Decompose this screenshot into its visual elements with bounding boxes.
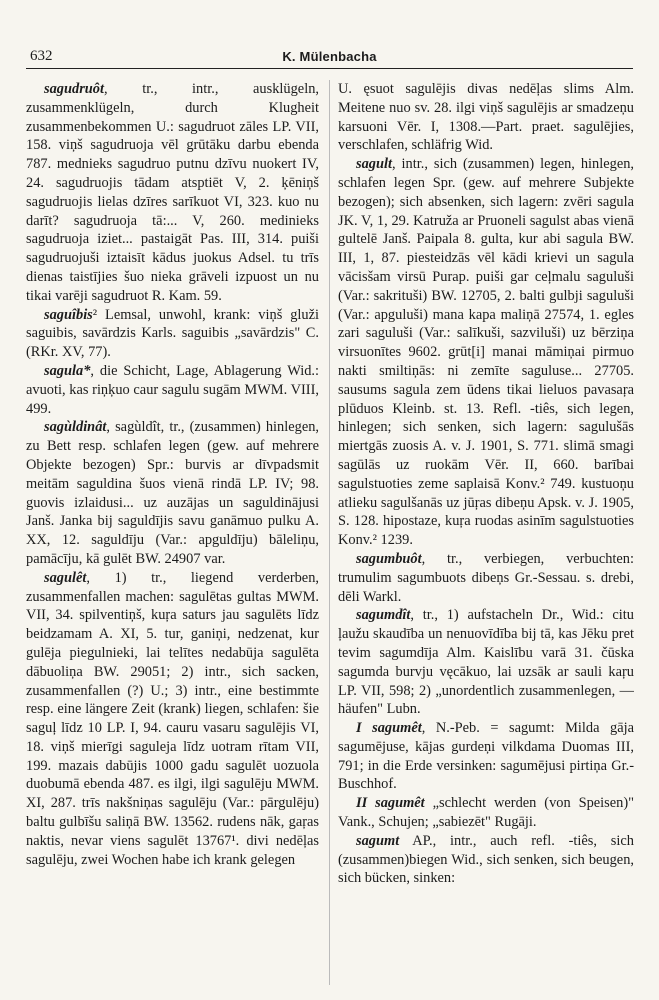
- dictionary-entry: [338, 719, 634, 794]
- entry-headword: sagumt: [356, 832, 400, 849]
- dictionary-entry: U. ęsuot sagulējis divas nedēļas slims Alm. Meitene nuo sv. 28. ilgi viņš sagulējis ar smadzeņu karsuoni Vēr. I, 1308.—Part. praet. sagulējies, verschlafen, schläfrig Wid.: [338, 81, 634, 154]
- entry-headword: I sagumêt: [356, 720, 422, 737]
- dictionary-entry: [338, 794, 634, 832]
- entry-headword: saguîbis: [44, 306, 93, 323]
- entry-body: , sagùldît, tr., (zusammen) hinlegen, zu Bett resp. schlafen legen (gew. auf mehrere Objekte bezogen) Spr.: burvis ar dīvpadsmit meitām saguldina šuos vienā rindā LP. IV; 98. guovis izlaidusi... uz auzājas un saguldinājusi Janš. Janka bij saguldījis savu ganāmuo pulku A. XX, 12. saguldīju (Var.: apguldīju) bāleliņu, pamācīju, kā gulēt BW. 24907 var.: [26, 419, 319, 567]
- entry-body: , die Schicht, Lage, Ablagerung Wid.: avuoti, kas riņķuo caur sagulu sugām MWM. VIII, 499.: [26, 362, 319, 417]
- entry-headword: II sagumêt: [356, 795, 425, 812]
- column-divider: [329, 80, 330, 985]
- entry-body: , intr., sich (zusammen) legen, hinlegen, schlafen legen Spr. (gew. auf mehrere Subjekte bezogen); sich absenken, sich lagern: zvēri sagula JK. V, 1, 29. Katruža ar Pruoneli sagulst abas vienā gultelē Janš. Paipala 8. gulta, kur abi sagula BW. III, 1, 87. piesteidzās vēl kādi krievi un sagula vācisšam virsū Purap. puiši gar ceļmalu saguluši (Var.: sakrituši) BW. 12705, 2. balti gulbji saguluši (Var.: apguluši) mana kapa maliņā 27574, 1. egles zari saguluši (Var.: salīkuši, sazviluši) uz bērziņa virsuonītes 9602. grūt[i] manai māmiņai pirmuo nakti smiltiņās: ni zemīte saguluse... 27705. sausums sagula zem ūdens tikai lieluos pavasaŗa plūduos Kleinb. st. 13. Refl. -tiês, sich legen, hinlegen; sich senken, sich lagern: sagulušās miertgās zuosis A. v. J. 1901, S. 771. slimā smagi sagūlās uz ruokām Vēr. II, 660. barībai sagulstuoties zeme saplaisā Konv.² 749. kustuoņu atlieku sagulšanās uz jūŗas dibeņu Apsk. v. J. 1905, S. 128. hipostaze, kuŗa ruodas asinīm sagulstuoties Konv.² 1239.: [338, 156, 634, 549]
- entry-headword: sagumbuôt: [356, 550, 422, 567]
- entry-body: , tr., verbiegen, verbuchten: trumulim sagumbuots dibeņs Gr.-Sessau. s. drebi, dēli Warkl.: [338, 550, 634, 605]
- entry-body: „schlecht werden (von Speisen)" Vank., Schujen; „sabiezēt" Rugāji.: [338, 795, 634, 831]
- left-column: [26, 80, 319, 985]
- page-header: [26, 46, 633, 69]
- entry-headword: sagudruôt: [44, 81, 104, 97]
- entry-headword: sagult: [356, 156, 392, 173]
- dictionary-entry: [26, 306, 319, 362]
- dictionary-entry: [338, 550, 634, 606]
- dictionary-entry: [338, 832, 634, 888]
- right-column: [338, 80, 634, 985]
- page-number: 632: [30, 48, 53, 64]
- running-head: K. Mülenbacha: [282, 49, 377, 64]
- entry-body: , N.-Peb. = sagumt: Milda gāja sagumējuse, kājas gurdeņi vilkdama Duomas III, 791; in die Erde versinken: sagumējusi pirtiņa Gr.-Buschhof.: [338, 720, 634, 793]
- entry-headword: sagula*: [44, 362, 91, 379]
- entry-body: , 1) tr., liegend verderben, zusammenfallen machen: sagulētas gultas MWM. VII, 34. spilventiņš, kuŗa saturs jau sagulēts līdz beidzamam A. XI, 5. tur, ganiņi, nedzenat, kur gulēja piegulnieki, lai telītes nedabūja sagulēta dābuoliņa BW. 29051; 2) intr., sich sacken, zusammenfallen (?) U.; 3) intr., eine bestimmte resp. eine längere Zeit (krank) liegen, schlafen: šie saguļ līdz 10 LP. I, 94. cauru vasaru sagulējis VI, 18. viņš mierīgi saguleja līdz uotram rītam VII, 199. mazais dabūjis 1000 gadu sagulēt uozuola duobumā ebenda 487. es ilgi, ilgi sagulēju MWM. XI, 287. trīs nakšniņas sagulēju (Var.: pārgulēju) baltu gulbīšu saliņā BW. 13562. rudens nāk, gaŗas naktis, nevar viens sagulēt 13767¹. divi nedēļas sagulēju, zwei Wochen habe ich krank gelegen: [26, 569, 319, 868]
- dictionary-entry: [26, 418, 319, 568]
- dictionary-entry: [338, 606, 634, 719]
- entry-headword: sagumdît: [356, 607, 411, 624]
- dictionary-entry: [26, 362, 319, 418]
- entry-body: , tr., 1) aufstacheln Dr., Wid.: citu ļaužu skaudība un nenuovīdība bij tā, kas Jēku pret tevim sagumdīja Alm. Kaislību varā 31. čūska sagumda burvju vęcākuo, lai uzsāk ar sauli kaŗu LP. VII, 598; 2) „unordentlich zusammenlegen, — häufen" Lubn.: [338, 607, 634, 718]
- entry-headword: sagulêt: [44, 569, 87, 586]
- entry-body: AP., intr., auch refl. -tiês, sich (zusammen)biegen Wid., sich senken, sich beugen, sich bücken, sinken:: [338, 832, 634, 887]
- entry-headword: sagùldinât: [44, 419, 107, 436]
- entry-body: ² Lemsal, unwohl, krank: viņš gluži saguibis, savārdzis Karls. saguibis „savārdzis" C. (RKr. XV, 77).: [26, 306, 319, 361]
- dictionary-entry: [26, 569, 319, 870]
- dictionary-entry: [26, 80, 319, 306]
- entry-body: , tr., intr., ausklügeln, zusammenklügeln, durch Klugheit zusammenbekommen U.: sagudruot zāles LP. VII, 158. viņš sagudruoja vēl grūtāku darbu ebenda 787. mednieks sagudruo putnu dzīvu nuokert IV, 24. sagudruojis tādam atsptiēt V, 2. ķēniņš sagudruojis lielas dzīres sarīkuot VI, 323. kuo nu darīt? sagudruoja tā:... V, 260. medinieks sagudruoja iziet... pastaigāt Pas. III, 314. puiši sagudruojuši iztaisīt kādus juokus Adsel. tu trīs dienas taistījies šuo nieka grāveli izpuost un nu tikai varēji sagudruot R. Kam. 59.: [26, 81, 319, 304]
- dictionary-entry: [338, 155, 634, 550]
